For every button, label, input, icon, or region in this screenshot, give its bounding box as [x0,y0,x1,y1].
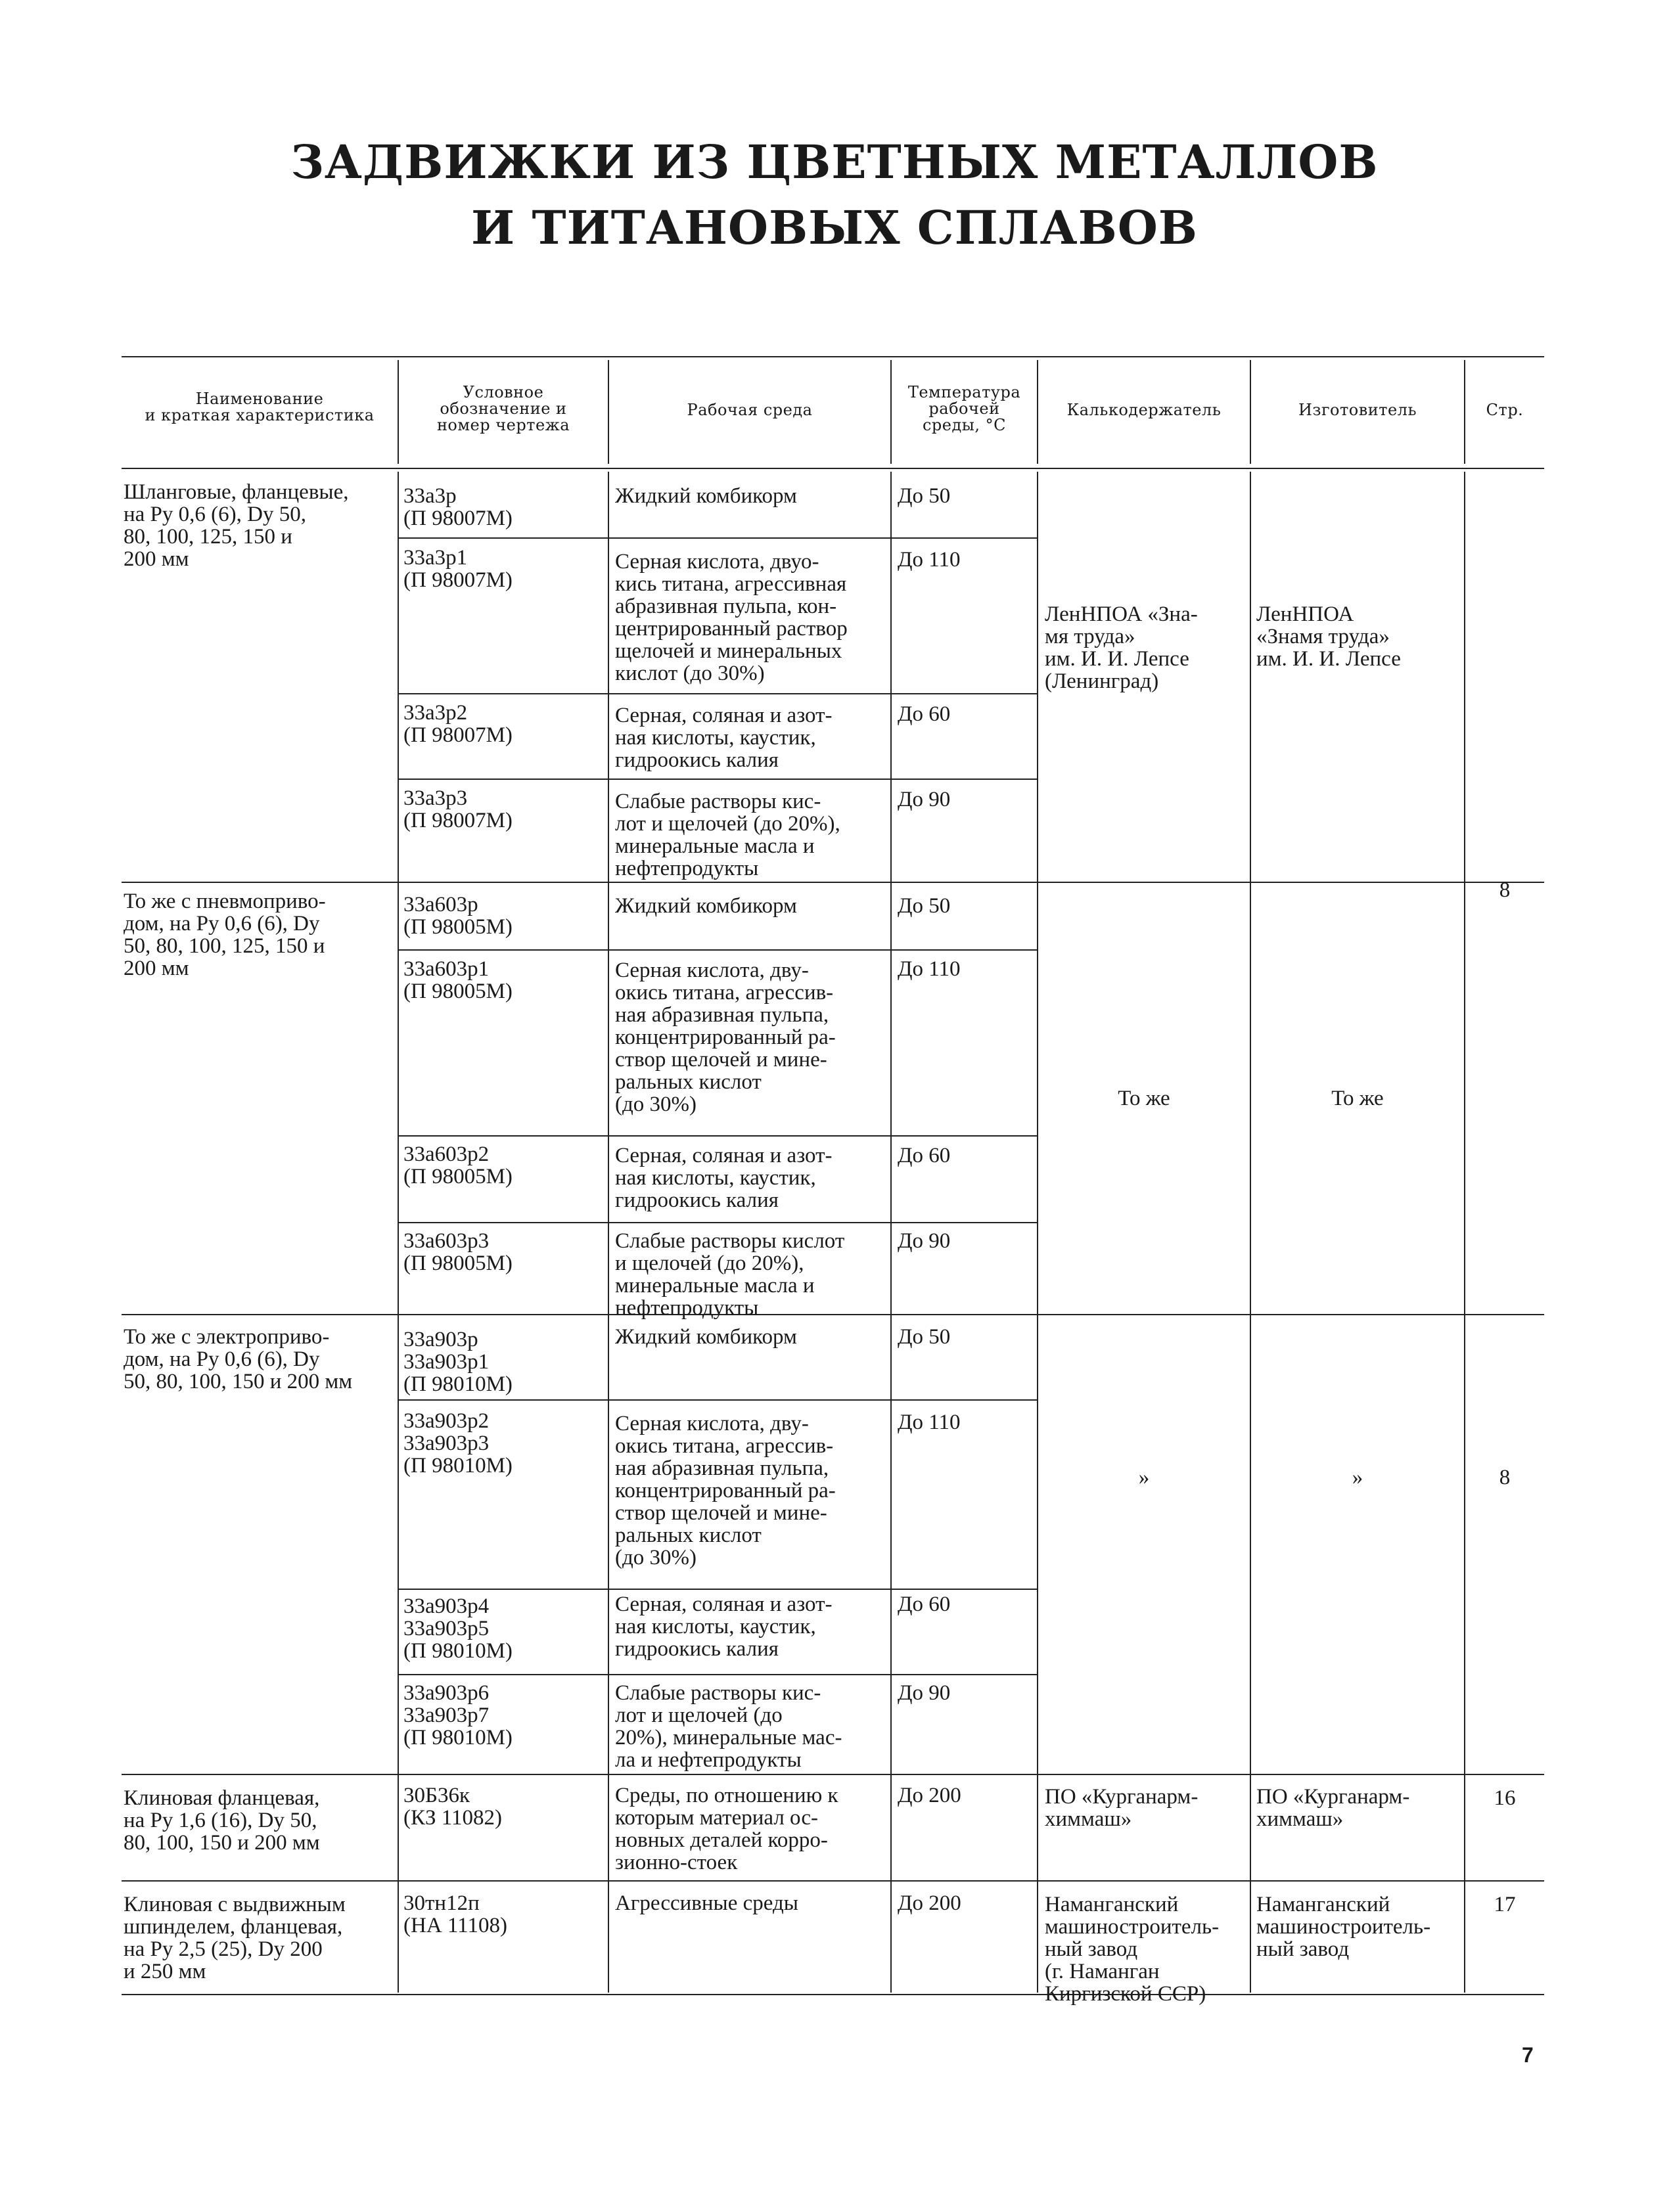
title-line-2: И ТИТАНОВЫХ СПЛАВОВ [471,200,1198,255]
group-5-holder: Наманганский машиностроитель- ный завод (г. Наманган Киргизской ССР) [1045,1893,1220,2006]
header-medium: Рабочая среда [687,401,813,419]
group-5-page: 17 [1494,1893,1516,1916]
group-2-row-1-designation: 33а603р (П 98005М) [403,893,513,939]
group-3-row-2-medium: Серная кислота, дву- окись титана, агрессив- ная абразивная пульпа, концентрированный ра- створ щелочей и мине- ральных кислот (до 30%) [615,1412,836,1569]
header-maker: Изготовитель [1298,401,1417,419]
header-holder: Калькодержатель [1066,401,1222,419]
group-3-name: То же с электроприво- дом, на Pу 0,6 (6), Dу 50, 80, 100, 150 и 200 мм [124,1325,353,1393]
group-1-row-4-designation: 33а3р3 (П 98007М) [403,786,513,832]
group-4-maker: ПО «Курганарм- химмаш» [1256,1785,1410,1831]
group-1-row-2-medium: Серная кислота, двуо- кись титана, агрессивная абразивная пульпа, кон- центрированный раствор щелочей и минеральных кислот (до 30%) [615,550,848,685]
group-1-row-1-designation: 33а3р (П 98007М) [403,484,513,530]
col-sep-maker [1250,472,1251,1993]
group-4-row-1-designation: 30Б36к (КЗ 11082) [403,1784,503,1830]
row-rule [398,1674,1037,1675]
group-2-name: То же с пневмоприво- дом, на Pу 0,6 (6), Dу 50, 80, 100, 125, 150 и 200 мм [124,890,326,980]
group-rule [122,1774,1544,1775]
group-1-row-4-temp: До 90 [898,788,951,811]
group-1-row-3-medium: Серная, соляная и азот- ная кислоты, каустик, гидроокись калия [615,704,833,772]
group-2-row-4-temp: До 90 [898,1229,951,1253]
group-2-maker: То же [1331,1087,1384,1110]
group-2-row-3-designation: 33а603р2 (П 98005М) [403,1142,513,1188]
group-2-row-1-temp: До 50 [898,894,951,918]
row-rule [398,693,1037,694]
group-5-row-1-temp: До 200 [898,1891,961,1915]
header-temperature: Температура рабочей среды, °С [907,383,1021,434]
group-3-row-1-medium: Жидкий комбикорм [615,1325,797,1349]
page-ref-shared: 8 [1499,878,1511,902]
group-1-maker: ЛенНПОА «Знамя труда» им. И. И. Лепсе [1256,602,1401,671]
table-bottom-rule [122,1994,1544,1995]
group-3-row-1-temp: До 50 [898,1325,951,1349]
group-3-row-3-temp: До 60 [898,1592,951,1616]
group-1-name: Шланговые, фланцевые, на Pу 0,6 (6), Dу 50, 80, 100, 125, 150 и 200 мм [124,480,349,571]
page-number: 7 [1522,2043,1534,2067]
header-name: Наименование и краткая характеристика [145,390,375,424]
group-2-row-1-medium: Жидкий комбикорм [615,894,797,918]
group-1-row-3-designation: 33а3р2 (П 98007М) [403,701,513,747]
group-1-holder: ЛенНПОА «Зна- мя труда» им. И. И. Лепсе (Ленинград) [1045,602,1198,693]
header-bottom-rule [122,468,1544,469]
group-2-row-4-designation: 33а603р3 (П 98005М) [403,1229,513,1275]
group-4-row-1-temp: До 200 [898,1784,961,1807]
col-sep-medium [608,472,609,1993]
header-designation: Условное обозначение и номер чертежа [436,383,570,434]
group-1-row-4-medium: Слабые растворы кис- лот и щелочей (до 20%), минеральные масла и нефтепродукты [615,790,840,880]
group-3-row-3-medium: Серная, соляная и азот- ная кислоты, каустик, гидроокись калия [615,1592,833,1661]
group-4-page: 16 [1494,1786,1516,1810]
col-sep-temp [890,472,892,1993]
group-1-row-3-temp: До 60 [898,702,951,726]
table-top-rule [122,356,1544,357]
row-rule [398,1589,1037,1590]
row-rule [398,1135,1037,1137]
group-1-row-2-designation: 33а3р1 (П 98007М) [403,546,513,592]
col-sep-designation [398,472,399,1993]
group-5-row-1-medium: Агрессивные среды [615,1891,798,1915]
group-5-maker: Наманганский машиностроитель- ный завод [1256,1893,1431,1961]
col-sep-page [1464,472,1465,1993]
group-3-holder: » [1138,1466,1150,1489]
row-rule [398,537,1037,539]
group-3-row-1-designation: 33а903р 33а903р1 (П 98010М) [403,1328,513,1396]
group-3-row-2-designation: 33а903р2 33а903р3 (П 98010М) [403,1409,513,1478]
col-sep-holder [1037,472,1038,1993]
row-rule [398,949,1037,951]
group-1-row-2-temp: До 110 [898,548,961,572]
group-1-row-1-temp: До 50 [898,484,951,508]
group-3-page: 8 [1499,1466,1511,1489]
group-1-row-1-medium: Жидкий комбикорм [615,484,797,508]
title-line-1: ЗАДВИЖКИ ИЗ ЦВЕТНЫХ МЕТАЛЛОВ [290,135,1379,189]
row-rule [398,1222,1037,1223]
group-2-row-2-designation: 33а603р1 (П 98005М) [403,957,513,1003]
group-5-name: Клиновая с выдвижным шпинделем, фланцевая, на Pу 2,5 (25), Dу 200 и 250 мм [124,1893,346,1983]
group-2-row-2-temp: До 110 [898,957,961,981]
header-page: Стр. [1486,401,1524,419]
group-4-holder: ПО «Курганарм- химмаш» [1045,1785,1199,1831]
group-3-row-4-medium: Слабые растворы кис- лот и щелочей (до 20%), минеральные мас- ла и нефтепродукты [615,1681,842,1772]
group-4-name: Клиновая фланцевая, на Pу 1,6 (16), Dу 50, 80, 100, 150 и 200 мм [124,1786,320,1855]
group-3-row-3-designation: 33а903р4 33а903р5 (П 98010М) [403,1594,513,1663]
group-3-row-2-temp: До 110 [898,1411,961,1434]
row-rule [398,779,1037,780]
group-rule [122,1880,1544,1882]
group-3-row-4-designation: 33а903р6 33а903р7 (П 98010М) [403,1681,513,1749]
row-rule [398,1399,1037,1401]
group-3-row-4-temp: До 90 [898,1681,951,1705]
group-2-holder: То же [1118,1087,1170,1110]
group-rule [122,882,1544,883]
group-4-row-1-medium: Среды, по отношению к которым материал ос- новных деталей корро- зионно-стоек [615,1784,838,1874]
group-2-row-3-temp: До 60 [898,1144,951,1167]
group-3-maker: » [1352,1466,1363,1489]
group-5-row-1-designation: 30тн12п (НА 11108) [403,1891,507,1937]
group-2-row-3-medium: Серная, соляная и азот- ная кислоты, каустик, гидроокись калия [615,1144,833,1212]
group-2-row-4-medium: Слабые растворы кислот и щелочей (до 20%), минеральные масла и нефтепродукты [615,1229,845,1320]
group-2-row-2-medium: Серная кислота, дву- окись титана, агрессив- ная абразивная пульпа, концентрированный ра- створ щелочей и мине- ральных кислот (до 30%) [615,959,836,1116]
